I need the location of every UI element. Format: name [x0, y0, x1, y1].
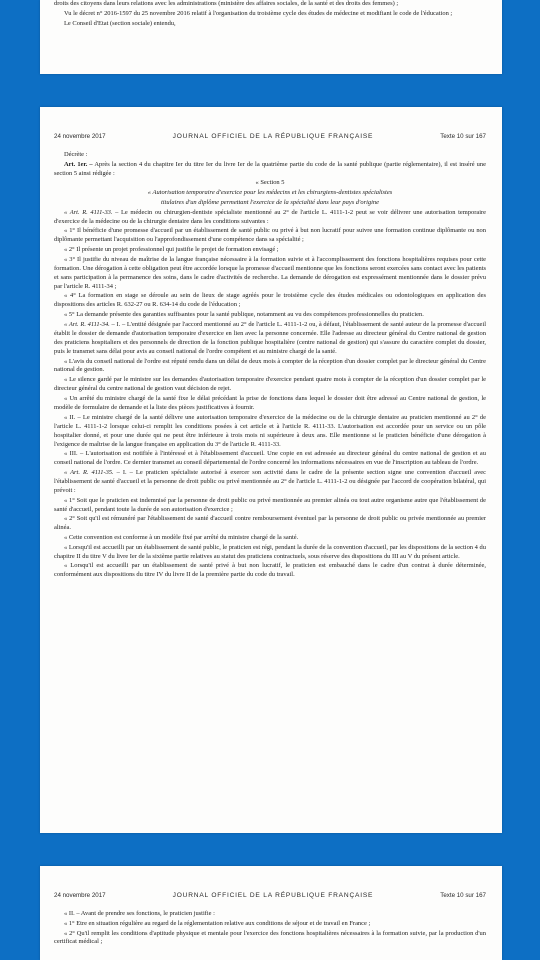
article-r4111-35: [54, 469, 486, 496]
article-text: Après la section 4 du chapitre Ier du titre Ier du livre Ier de la quatrième partie du code de la santé publique (partie réglementaire), il est inséré une section 5 ainsi rédigée :: [54, 160, 486, 177]
header-journal-title: JOURNAL OFFICIEL DE LA RÉPUBLIQUE FRANÇAISE: [172, 892, 374, 899]
paragraph: « L'avis du conseil national de l'ordre est réputé rendu dans un délai de deux mois à compter de la réception d'un dossier complet par le directeur général du Centre national de gestion.: [54, 357, 486, 374]
article-r4111-34: [54, 321, 486, 357]
paragraph: Le Conseil d'Etat (section sociale) entendu,: [64, 19, 176, 27]
article-label: « Art. R. 4111-35. –: [64, 468, 120, 476]
page-fragment-top: [40, 0, 502, 74]
paragraph: « 2° Soit qu'il est rémunéré par l'établissement de santé d'accueil contre remboursement éventuel par la personne de droit public ou privée mentionnée au premier alinéa.: [54, 515, 486, 532]
article-r4111-33: [54, 209, 486, 227]
header-journal-title: JOURNAL OFFICIEL DE LA RÉPUBLIQUE FRANÇAISE: [172, 133, 374, 140]
article-text: Le médecin ou chirurgien-dentiste spécialiste mentionné au 2° de l'article L. 4111-1-2 peut se voir délivrer une autorisation temporaire d'exercice de la médecine ou de la chirurgie dentaire dans les conditions suivantes :: [54, 208, 487, 225]
header-text-number: Texte 10 sur 167: [440, 892, 486, 899]
paragraph: « 2° Qu'il remplit les conditions d'aptitude physique et mentale pour l'exercice des fonctions hospitalières nécessaires à la formation suivie, par la production d'un certificat médical ;: [54, 929, 486, 946]
paragraph: « Lorsqu'il est accueilli par un établissement de santé public, le praticien est régi, pendant la durée de la convention d'accueil, par les dispositions de la section 4 du chapitre II du titre V du livre Ier de la sixième partie relatives au statut des praticiens contractuels, sous réserve des dispositions du III au V du présent article.: [54, 543, 486, 560]
paragraph: droits des citoyens dans leurs relations avec les administrations (ministère des affaires sociales, de la santé et des droits des femmes) ;: [54, 0, 399, 7]
section-subtitle: « Autorisation temporaire d'exercice pour les médecins et les chirurgiens-dentistes spécialistes: [147, 189, 393, 197]
condition-1: « 1° Il bénéficie d'une promesse d'accueil par un établissement de santé public ou privé à but non lucratif pour suivre une formation continue diplômante ou non diplômante permettant l'acquisition ou l'approfondissement d'une compétence dans sa spécialité ;: [54, 227, 486, 244]
condition-3: « 3° Il justifie du niveau de maîtrise de la langue française nécessaire à la formation suivie et à l'accomplissement des fonctions hospitalières requises pour cette formation. Une dérogation à cette obligation peut être accordée lorsque la promesse d'accueil mentionne que les fonctions seront exercées sans contact avec les patients et sans participation à la permanence des soins, dans le cadre d'activités de recherche. La demande de dérogation est expressément mentionnée dans le dossier prévu par l'article R. 4111-34 ;: [54, 255, 486, 290]
section-title: « Section 5: [255, 179, 285, 187]
page-main: [40, 107, 502, 833]
condition-2: « 2° Il présente un projet professionnel qui justifie le projet de formation envisagé ;: [64, 246, 279, 254]
article-text: I. – Le praticien spécialiste autorisé à exercer son activité dans le cadre de la présente section signe une convention d'accueil avec l'établissement de santé d'accueil et la personne de droit public ou privé mentionnée au 2° de l'article L. 4111-1-2 ou désignée par l'accord de coopération bilatéral, qui prévoit :: [54, 468, 486, 494]
page-text: [50, 0, 492, 28]
article-1: [54, 161, 486, 179]
condition-5: « 5° La demande présente des garanties suffisantes pour la santé publique, notamment au vu des compétences professionnelles du praticien.: [64, 311, 424, 319]
paragraph: « 1° Etre en situation régulière au regard de la réglementation relative aux conditions de séjour et de travail en France ;: [64, 919, 371, 927]
header-text-number: Texte 10 sur 167: [440, 133, 486, 140]
paragraph: « III. – L'autorisation est notifiée à l'intéressé et à l'établissement d'accueil. Une copie en est adressée au directeur général du centre national de gestion et au conseil national de l'ordre. Ce dernier transmet au conseil départemental de l'ordre concerné les informations nécessaires en vue de l'inscription au tableau de l'ordre.: [54, 450, 486, 467]
page-header: [50, 866, 492, 910]
header-date: 24 novembre 2017: [54, 133, 106, 140]
decrete-line: Décrète :: [64, 151, 88, 158]
article-label: « Art. R. 4111-34. –: [64, 320, 115, 328]
section-subtitle: titulaires d'un diplôme permettant l'exercice de la spécialité dans leur pays d'origine: [160, 198, 379, 206]
page-text: [50, 151, 492, 580]
header-date: 24 novembre 2017: [54, 892, 106, 899]
article-label: « Art. R. 4111-33. –: [64, 208, 119, 216]
paragraph: « Lorsqu'il est accueilli par un établissement de santé privé à but non lucratif, le praticien est embauché dans le cadre d'un contrat à durée déterminée, conformément aux dispositions du titre IV du livre II de la première partie du code du travail.: [54, 562, 486, 579]
paragraph: « II. – Le ministre chargé de la santé délivre une autorisation temporaire d'exercice de la médecine ou de la chirurgie dentaire au praticien mentionné au 2° de l'article L. 4111-1-2 lorsque celui-ci remplit les conditions posées à cet article et à l'article R. 4111-33. L'autorisation est accordée pour un service ou un pôle hospitalier donné, et pour une durée qui ne peut être inférieure à trois mois ni supérieure à deux ans. Elle mentionne si le praticien bénéficie d'une dérogation à l'exigence de maîtrise de la langue française en application du 3° de l'article R. 4111-33.: [54, 413, 486, 448]
page-fragment-bottom: [40, 866, 502, 960]
page-text: [50, 910, 492, 947]
paragraph: Vu le décret n° 2016-1597 du 25 novembre 2016 relatif à l'organisation du troisième cycle des études de médecine et modifiant le code de l'éducation ;: [64, 9, 453, 17]
paragraph: « Cette convention est conforme à un modèle fixé par arrêté du ministre chargé de la santé.: [64, 534, 299, 542]
page-header: [50, 107, 492, 151]
article-text: I. – L'entité désignée par l'accord mentionné au 2° de l'article L. 4111-1-2 ou, à défaut, l'établissement de santé auteur de la promesse d'accueil établit le dossier de demande d'autorisation temporaire d'exercice en lien avec la personne concernée. Elle l'adresse au directeur général du Centre national de gestion des praticiens hospitaliers et des personnels de direction de la fonction publique hospitalière (centre national de gestion) qui s'assure du caractère complet du dossier, puis le transmet sans délai pour avis au conseil national de l'ordre compétent et au ministre chargé de la santé.: [54, 320, 486, 355]
condition-4: « 4° La formation en stage se déroule au sein de lieux de stage agréés pour le troisième cycle des études médicales ou odontologiques en application des dispositions des articles R. 632-27 ou R. 634-14 du code de l'éducation ;: [54, 292, 486, 309]
paragraph: « II. – Avant de prendre ses fonctions, le praticien justifie :: [64, 910, 215, 917]
article-label: Art. 1er. –: [64, 160, 93, 168]
paragraph: « 1° Soit que le praticien est indemnisé par la personne de droit public ou privé mentionnée au premier alinéa ou tout autre organisme autre que l'établissement de santé d'accueil, pendant toute la durée de son autorisation d'exercice ;: [54, 496, 486, 513]
paragraph: « Le silence gardé par le ministre sur les demandes d'autorisation temporaire d'exercice pendant quatre mois à compter de la réception d'un dossier complet par le directeur général du centre national de gestion vaut décision de rejet.: [54, 376, 486, 393]
paragraph: « Un arrêté du ministre chargé de la santé fixe le délai précédant la prise de fonctions dans lequel le dossier doit être adressé au Centre national de gestion, le modèle de formulaire de demande et la liste des pièces justificatives à fournir.: [54, 394, 486, 411]
